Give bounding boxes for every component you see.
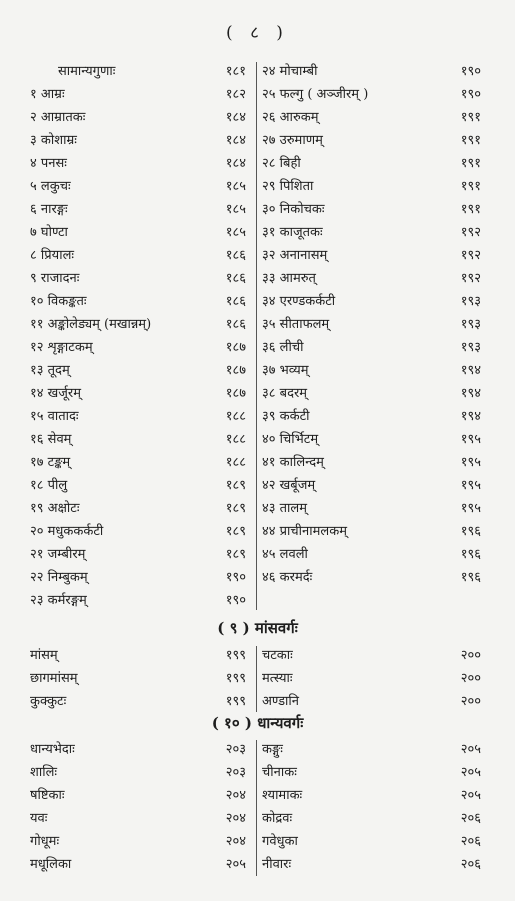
entry-page-number: १८६ (225, 271, 246, 286)
index-entry (262, 83, 485, 106)
index-entry (262, 198, 485, 221)
right-column (262, 60, 485, 589)
index-entry (30, 106, 250, 129)
entry-page-number: २०५ (460, 765, 481, 780)
entry-name: ४५ लवली (262, 547, 308, 562)
entry-page-number: १९१ (460, 202, 481, 217)
index-entry (30, 152, 250, 175)
entry-page-number: १९५ (460, 455, 481, 470)
entry-page-number: १८१ (225, 64, 246, 79)
index-entry (262, 566, 485, 589)
entry-page-number: १९९ (225, 694, 246, 709)
index-entry (30, 267, 250, 290)
index-entry (30, 807, 250, 830)
entry-page-number: १८९ (225, 524, 246, 539)
left-column (30, 644, 250, 713)
entry-page-number: १९४ (460, 409, 481, 424)
entry-page-number: २०५ (460, 742, 481, 757)
entry-page-number: २०० (460, 671, 481, 686)
entry-page-number: २०३ (225, 765, 246, 780)
entry-page-number: १८४ (225, 133, 246, 148)
entry-page-number: १९९ (225, 648, 246, 663)
entry-name: ३४ एरण्डकर्कटी (262, 294, 336, 309)
index-entry (30, 290, 250, 313)
index-entry (262, 313, 485, 336)
index-entry (30, 784, 250, 807)
entry-name: ४३ तालम् (262, 501, 308, 516)
entry-name: २ आम्रातकः (30, 110, 86, 125)
entry-name: १६ सेवम् (30, 432, 72, 447)
entry-name: श्यामाकः (262, 788, 303, 803)
entry-page-number: १९० (225, 570, 246, 585)
entry-page-number: २०५ (225, 857, 246, 872)
index-entry (262, 290, 485, 313)
entry-name: ४६ करमर्दः (262, 570, 313, 585)
entry-page-number: १८५ (225, 225, 246, 240)
entry-name: चीनाकः (262, 765, 297, 780)
entry-name: ३२ अनानासम् (262, 248, 328, 263)
entry-page-number: १९२ (460, 271, 481, 286)
entry-page-number: १८४ (225, 110, 246, 125)
entry-name: मांसम् (30, 648, 58, 663)
index-entry (30, 474, 250, 497)
entry-page-number: २०६ (460, 834, 481, 849)
index-entry (262, 336, 485, 359)
entry-name: ७ घोण्टा (30, 225, 68, 240)
section-fruits (30, 60, 485, 612)
entry-name: १५ वातादः (30, 409, 79, 424)
entry-name: छागमांसम् (30, 671, 78, 686)
index-entry (30, 830, 250, 853)
section-heading-grains: ( १० ) धान्यवर्गः (211, 714, 304, 732)
index-entry (262, 129, 485, 152)
entry-page-number: १८९ (225, 547, 246, 562)
entry-name: २१ जम्बीरम् (30, 547, 86, 562)
index-entry (262, 244, 485, 267)
entry-page-number: १९४ (460, 363, 481, 378)
index-entry (30, 198, 250, 221)
entry-name: ३१ काजूतकः (262, 225, 323, 240)
index-entry (30, 129, 250, 152)
column-divider (256, 62, 257, 610)
entry-name: २९ पिशिता (262, 179, 314, 194)
entry-page-number: १९१ (460, 110, 481, 125)
entry-page-number: १८९ (225, 478, 246, 493)
entry-page-number: १८७ (225, 363, 246, 378)
entry-name: ८ प्रियालः (30, 248, 75, 263)
entry-page-number: १८६ (225, 317, 246, 332)
entry-name: ३ कोशाम्रः (30, 133, 77, 148)
entry-page-number: १९१ (460, 133, 481, 148)
index-entry (262, 60, 485, 83)
entry-name: ४१ कालिन्दम् (262, 455, 324, 470)
entry-page-number: १८७ (225, 340, 246, 355)
entry-name: ४२ खर्बूजम् (262, 478, 316, 493)
entry-name: यवः (30, 811, 48, 826)
entry-page-number: १८८ (225, 432, 246, 447)
index-entry (262, 359, 485, 382)
entry-page-number: १९५ (460, 501, 481, 516)
entry-name: ४० चिर्भिटम् (262, 432, 319, 447)
entry-name: १३ तूदम् (30, 363, 70, 378)
index-entry (262, 853, 485, 876)
entry-page-number: १९० (460, 87, 481, 102)
entry-page-number: १८७ (225, 386, 246, 401)
index-entry (262, 267, 485, 290)
index-entry (262, 807, 485, 830)
index-entry (262, 405, 485, 428)
section-heading-meat: ( ९ ) मांसवर्गः (217, 619, 298, 637)
index-entry (262, 474, 485, 497)
entry-name: २५ फल्गु ( अञ्जीरम् ) (262, 87, 369, 102)
entry-name: १ आम्रः (30, 87, 65, 102)
entry-name: १४ खर्जूरम् (30, 386, 82, 401)
entry-page-number: २०४ (225, 811, 246, 826)
index-entry (262, 497, 485, 520)
entry-page-number: १९६ (460, 570, 481, 585)
entry-name: मधूलिका (30, 857, 72, 872)
entry-name: ३५ सीताफलम् (262, 317, 330, 332)
index-entry (30, 175, 250, 198)
index-entry (262, 520, 485, 543)
entry-page-number: १८५ (225, 179, 246, 194)
entry-name: अण्डानि (262, 694, 300, 709)
entry-page-number: १९२ (460, 225, 481, 240)
entry-name: १८ पीलु (30, 478, 68, 493)
entry-page-number: २०० (460, 694, 481, 709)
index-entry (30, 761, 250, 784)
index-entry (262, 667, 485, 690)
entry-page-number: १९६ (460, 524, 481, 539)
entry-page-number: २०६ (460, 857, 481, 872)
index-entry (30, 566, 250, 589)
index-entry (30, 543, 250, 566)
section-meat (30, 644, 485, 713)
index-entry (30, 451, 250, 474)
index-entry (30, 853, 250, 876)
entry-page-number: १९३ (460, 340, 481, 355)
entry-page-number: २०६ (460, 811, 481, 826)
entry-page-number: १८६ (225, 248, 246, 263)
entry-name: १० विकङ्कतः (30, 294, 87, 309)
entry-name: २४ मोचाम्बी (262, 64, 318, 79)
entry-page-number: २०३ (225, 742, 246, 757)
index-entry (30, 359, 250, 382)
index-entry (262, 830, 485, 853)
index-entry (262, 451, 485, 474)
entry-name: ४४ प्राचीनामलकम् (262, 524, 347, 539)
entry-name: ३६ लीची (262, 340, 304, 355)
index-entry (262, 221, 485, 244)
entry-name: गवेधुका (262, 834, 298, 849)
entry-page-number: २०० (460, 648, 481, 663)
entry-name: षष्टिकाः (30, 788, 65, 803)
right-column (262, 644, 485, 713)
index-entry (30, 738, 250, 761)
index-entry (262, 175, 485, 198)
entry-page-number: १८८ (225, 455, 246, 470)
entry-name: कोद्रवः (262, 811, 293, 826)
entry-name: ११ अङ्कोलेड्यम् (मखान्नम्) (30, 317, 152, 332)
page-number: ( ८ ) (226, 23, 289, 43)
left-column (30, 60, 250, 612)
entry-name: शालिः (30, 765, 58, 780)
entry-page-number: २०४ (225, 788, 246, 803)
entry-name: २६ आरुकम् (262, 110, 319, 125)
index-entry (262, 382, 485, 405)
index-entry (30, 83, 250, 106)
entry-name: कङ्गुः (262, 742, 283, 757)
entry-page-number: १९५ (460, 432, 481, 447)
index-entry (262, 106, 485, 129)
left-column (30, 738, 250, 876)
entry-name: मत्स्याः (262, 671, 293, 686)
index-entry (30, 520, 250, 543)
entry-name: ५ लकुचः (30, 179, 71, 194)
entry-page-number: १९३ (460, 317, 481, 332)
entry-name: ३८ बदरम् (262, 386, 308, 401)
entry-page-number: १८८ (225, 409, 246, 424)
index-entry (262, 690, 485, 713)
entry-name: २७ उरुमाणम् (262, 133, 323, 148)
entry-page-number: १९५ (460, 478, 481, 493)
entry-page-number: १९९ (225, 671, 246, 686)
column-divider (256, 740, 257, 876)
index-entry (262, 543, 485, 566)
entry-name: ३९ कर्कटी (262, 409, 310, 424)
entry-page-number: १९० (225, 593, 246, 608)
entry-page-number: १९० (460, 64, 481, 79)
index-entry (30, 428, 250, 451)
entry-page-number: १८४ (225, 156, 246, 171)
entry-name: ३३ आमरुत् (262, 271, 316, 286)
entry-name: नीवारः (262, 857, 292, 872)
entry-name: धान्यभेदाः (30, 742, 75, 757)
index-entry (262, 784, 485, 807)
entry-name: गोधूमः (30, 834, 60, 849)
index-entry (30, 336, 250, 359)
index-entry (30, 221, 250, 244)
entry-name: ६ नारङ्गः (30, 202, 68, 217)
index-entry (30, 382, 250, 405)
entry-page-number: १९३ (460, 294, 481, 309)
entry-name: २८ बिही (262, 156, 301, 171)
entry-name: सामान्यगुणाः (58, 64, 116, 79)
index-entry (30, 60, 250, 83)
entry-page-number: १९२ (460, 248, 481, 263)
index-entry (30, 667, 250, 690)
entry-page-number: १९४ (460, 386, 481, 401)
section-grains (30, 738, 485, 876)
entry-name: ४ पनसः (30, 156, 67, 171)
index-entry (262, 761, 485, 784)
index-entry (30, 244, 250, 267)
index-entry (30, 497, 250, 520)
entry-page-number: १९१ (460, 179, 481, 194)
entry-name: ९ राजादनः (30, 271, 80, 286)
entry-name: २३ कर्मरङ्गम् (30, 593, 87, 608)
entry-name: २२ निम्बुकम् (30, 570, 88, 585)
entry-page-number: २०५ (460, 788, 481, 803)
index-entry (30, 690, 250, 713)
index-entry (30, 644, 250, 667)
entry-page-number: १८६ (225, 294, 246, 309)
entry-name: कुक्कुटः (30, 694, 67, 709)
entry-page-number: १८२ (225, 87, 246, 102)
entry-page-number: १८५ (225, 202, 246, 217)
index-entry (262, 428, 485, 451)
entry-name: १७ टङ्कम् (30, 455, 71, 470)
index-entry (30, 405, 250, 428)
index-entry (262, 738, 485, 761)
entry-page-number: १९१ (460, 156, 481, 171)
right-column (262, 738, 485, 876)
entry-name: १९ अक्षोटः (30, 501, 80, 516)
entry-page-number: १९६ (460, 547, 481, 562)
entry-name: ३० निकोचकः (262, 202, 325, 217)
entry-page-number: १८९ (225, 501, 246, 516)
index-entry (30, 313, 250, 336)
index-entry (262, 152, 485, 175)
column-divider (256, 646, 257, 712)
entry-name: चटकाः (262, 648, 293, 663)
entry-name: १२ शृङ्गाटकम् (30, 340, 93, 355)
entry-name: ३७ भव्यम् (262, 363, 309, 378)
index-entry (262, 644, 485, 667)
entry-name: २० मधुककर्कटी (30, 524, 104, 539)
entry-page-number: २०४ (225, 834, 246, 849)
index-entry (30, 589, 250, 612)
